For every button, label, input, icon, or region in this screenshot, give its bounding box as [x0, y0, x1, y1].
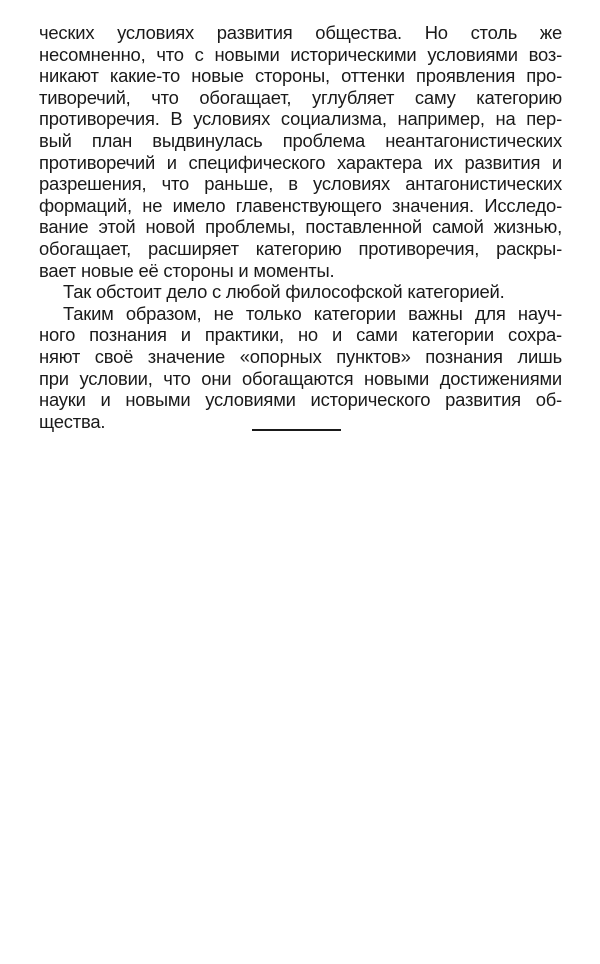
text-line: формаций, не имело главенствующего значения. Исследо- [39, 194, 562, 216]
text-line: вание этой новой проблемы, поставленной самой жизнью, [39, 216, 562, 238]
text-line: разрешения, что раньше, в условиях антагонистических [39, 173, 562, 195]
text-line: несомненно, что с новыми историческими условиями воз- [39, 43, 562, 65]
paragraph-2 [39, 281, 562, 303]
section-separator-rule [252, 429, 341, 431]
text-line: противоречия. В условиях социализма, например, на пер- [39, 108, 562, 130]
text-line: няют своё значение «опорных пунктов» познания лишь [39, 345, 562, 367]
text-line: ческих условиях развития общества. Но столь же [39, 22, 562, 43]
text-line: вый план выдвинулась проблема неантагонистических [39, 129, 562, 151]
text-line: щества. [39, 410, 106, 432]
text-line: никают какие-то новые стороны, оттенки проявления про- [39, 65, 562, 87]
text-line: противоречий и специфического характера их развития и [39, 151, 562, 173]
text-line: вает новые её стороны и моменты. [39, 259, 335, 281]
text-line: Так обстоит дело с любой философской категорией. [63, 281, 505, 303]
text-line: тиворечий, что обогащает, углубляет саму категорию [39, 86, 562, 108]
text-line: при условии, что они обогащаются новыми достижениями [39, 367, 562, 389]
paragraph-3 [39, 303, 562, 433]
text-line: науки и новыми условиями исторического развития об- [39, 389, 562, 411]
text-line: ного познания и практики, но и сами категории сохра- [39, 324, 562, 346]
text-line: обогащает, расширяет категорию противоречия, раскры- [39, 237, 562, 259]
paragraph-1 [39, 22, 562, 281]
text-line: Таким образом, не только категории важны для науч- [63, 302, 562, 324]
document-page [39, 22, 562, 432]
